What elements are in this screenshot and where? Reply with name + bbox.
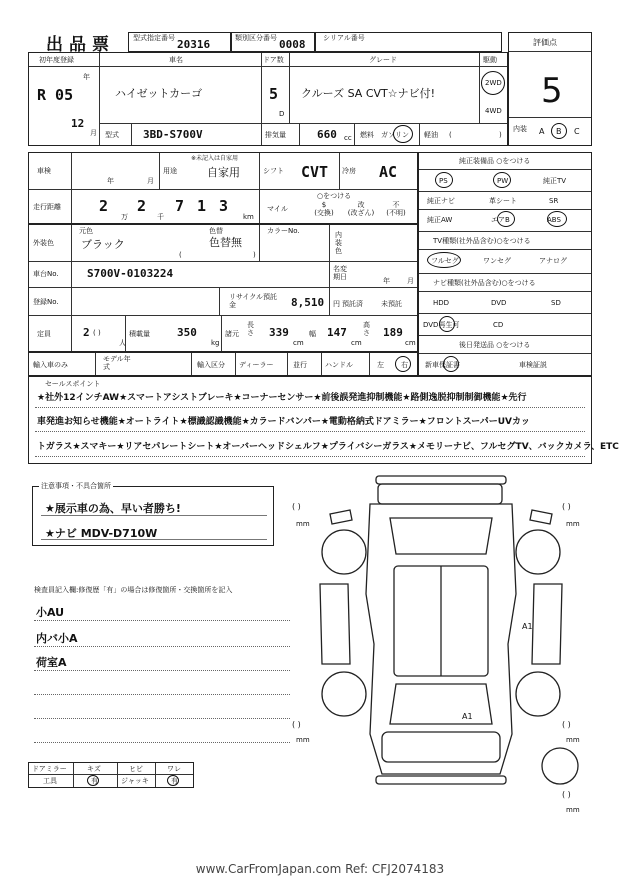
handle-right-circle <box>395 356 411 372</box>
height: 189 <box>383 326 403 339</box>
tire-rr-paren: ( ) <box>562 720 571 729</box>
equip-tv: 純正TV <box>543 177 567 185</box>
load: 350 <box>177 326 197 339</box>
capacity-label: 定員 <box>37 330 51 338</box>
sales-line-2: 車発進お知らせ機能★オートライト★標識認識機能★カラードバンパー★電動格納式ドアミラー★フロントスーパーUVカッ <box>37 417 530 427</box>
nav-hdd: HDD <box>433 299 450 307</box>
fuel-light-oil: 軽油 <box>424 131 438 139</box>
first-reg-month: 12 <box>71 117 85 130</box>
equip-sr: SR <box>549 197 559 205</box>
capacity-paren: ( ) <box>93 329 101 337</box>
tire-rl-paren: ( ) <box>292 720 301 729</box>
score-value: 5 <box>541 71 563 111</box>
legend-door-mirror: ドアミラー <box>32 765 67 773</box>
inspection-month: 月 <box>147 177 154 185</box>
reg-no-label: 登録No. <box>33 298 59 306</box>
usage-label: 用途 <box>163 167 177 175</box>
sheet-title: 出品票 <box>46 35 115 55</box>
ext-color: ブラック <box>81 238 125 251</box>
length-unit: cm <box>293 339 304 347</box>
mileage-digit-5: 3 <box>219 197 229 215</box>
legend-tools-have: 有 <box>91 777 98 785</box>
legend-tools: 工具 <box>43 777 57 785</box>
equip-pw: PW <box>497 177 509 185</box>
width-label: 幅 <box>309 330 316 338</box>
handle-left: 左 <box>377 361 384 369</box>
interior-label: 内装 <box>513 125 527 133</box>
month-unit: 月 <box>90 129 97 137</box>
capacity: 2 <box>83 326 90 339</box>
inspector-item-1: 小AU <box>36 606 65 619</box>
name-change-label: 名変期日 <box>333 265 347 281</box>
model-cert-number: 20316 <box>177 38 211 51</box>
recycle-deposited: 預託済 <box>342 300 363 308</box>
interior-a: A <box>539 127 545 136</box>
mileage-circle-note: ○をつける <box>317 192 352 200</box>
later-title: 後日発送品 ○をつける <box>459 341 531 349</box>
equipment-panel <box>418 152 592 376</box>
model-cert-box <box>128 32 232 52</box>
chassis-label: 車台No. <box>33 270 59 278</box>
height-unit: cm <box>405 339 416 347</box>
notes-line-1: ★展示車の為、早い者勝ち! <box>45 502 181 515</box>
equip-airbag: エアB <box>491 216 510 224</box>
door-count: 5 <box>269 85 279 103</box>
drive-2wd: 2WD <box>485 79 502 87</box>
nav-cd: CD <box>493 321 504 329</box>
equip-abs: ABS <box>547 216 561 224</box>
year-unit: 年 <box>83 73 90 81</box>
interior-c: C <box>574 127 580 136</box>
mileage-sen: 千 <box>157 213 164 221</box>
ac-value: AC <box>379 163 398 181</box>
handle-right: 右 <box>401 361 408 369</box>
later-inspection-doc: 車検証説 <box>519 361 547 369</box>
mileage-man: 万 <box>121 213 128 221</box>
score-box <box>508 32 592 146</box>
usage-note: ※未記入は自家用 <box>191 155 239 162</box>
damage-mark-side: A1 <box>522 622 533 631</box>
drive-2wd-circle <box>481 71 505 95</box>
model-type-label: 型式 <box>105 131 119 139</box>
tv-analog: アナログ <box>539 257 567 265</box>
mileage-digit-4: 1 <box>197 197 207 215</box>
name-change-year: 年 <box>383 277 390 285</box>
damage-mark-rear: A1 <box>462 712 473 721</box>
int-color-label: 内装色 <box>335 231 342 255</box>
sales-line-1: ★社外12インチAW★スマートアシストブレーキ★コーナーセンサー★前後誤発進抑制機能★路側逸脱抑制制御機能★先行 <box>37 393 527 403</box>
capacity-unit: 人 <box>119 339 126 347</box>
ac-label: 冷房 <box>342 167 356 175</box>
fuel-label: 燃料 <box>360 131 374 139</box>
dealer: ディーラー <box>239 361 274 369</box>
meter-unknown: 不 (不明) <box>386 201 406 217</box>
watermark-footer: www.CarFromJapan.com Ref: CFJ2074183 <box>195 862 445 876</box>
mileage-km: km <box>243 213 254 221</box>
spare-mm: mm <box>566 806 580 814</box>
class-box <box>230 32 316 52</box>
car-name: ハイゼットカーゴ <box>115 87 203 100</box>
recycle-label: リサイクル預託金 <box>229 293 278 309</box>
tire-rr-mm: mm <box>566 736 580 744</box>
equip-aw: 純正AW <box>427 216 453 224</box>
chassis-number: S700V-0103224 <box>87 267 174 280</box>
car-damage-diagram <box>290 474 592 810</box>
equip-leather: 革シート <box>489 197 517 205</box>
orig-color-label: 元色 <box>79 227 93 235</box>
later-warranty: 新車保証書 <box>425 361 460 369</box>
displacement-label: 排気量 <box>265 131 286 139</box>
recycle-unit: 円 <box>333 300 340 308</box>
notes-label: 注意事項・不具合箇所 <box>41 482 111 490</box>
sales-line-3: トガラス★スマキー★リアセパレートシート★オーバーヘッドシェルフ★プライバシーガラス★メモリーナビ、フルセグTV、バックカメラ、ETC <box>37 442 619 452</box>
serial-label: シリアル番号 <box>323 34 365 42</box>
import-div-label: 輸入区分 <box>197 361 225 369</box>
grade-label: グレード <box>369 56 397 64</box>
width-unit: cm <box>351 339 362 347</box>
mileage-digit-3: 7 <box>175 197 185 215</box>
first-reg-era: R 05 <box>37 86 74 104</box>
class-number: 0008 <box>279 38 306 51</box>
import-label: 輸入車のみ <box>33 361 68 369</box>
legend-crack: ヒビ <box>129 765 143 773</box>
nav-dvd-play: DVD再生可 <box>423 321 460 329</box>
grade: クルーズ SA CVT☆ナビ付! <box>301 87 436 100</box>
legend-jack-have: 有 <box>171 777 178 785</box>
color-no-label: 色替 <box>209 227 223 235</box>
ext-color-label: 外装色 <box>33 239 54 247</box>
displacement-unit: cc <box>344 134 352 142</box>
tire-fr-paren: ( ) <box>562 502 571 511</box>
model-type: 3BD-S700V <box>143 128 203 141</box>
tv-title: TV種類(社外品含む)○をつける <box>433 237 531 245</box>
width: 147 <box>327 326 347 339</box>
mile-label: マイル <box>267 205 288 213</box>
color-no-title: カラーNo. <box>267 227 300 235</box>
equip-ps: PS <box>439 177 448 185</box>
inspection-label: 車検 <box>37 167 51 175</box>
mileage-digit-2: 2 <box>137 197 147 215</box>
tv-fullseg: フルセグ <box>431 257 459 265</box>
sales-points-box <box>28 376 619 464</box>
mileage-label: 走行距離 <box>33 203 61 211</box>
tv-oneseg: ワンセグ <box>483 257 511 265</box>
color-change: 色替無 <box>209 236 242 249</box>
interior-b: B <box>556 127 562 136</box>
fuel-gasoline-circle <box>393 125 413 143</box>
load-label: 積載量 <box>129 330 150 338</box>
row3-box: 元色 色替 外装色 ブラック 色替無 ( ) カラーNo. 内装色 車台No. S700V-0103224 名変期日 年 月 登録No. リサイクル預託金 8,510 円 預託済 未預託 定員 2 ( ) 人 積載量 350 kg 諸元 長さ 339 cm 幅 147 cm 高さ 189 cm <box>28 224 418 352</box>
usage-value: 自家用 <box>207 166 240 179</box>
mileage-digit-1: 2 <box>99 197 109 215</box>
inspector-item-3: 荷室A <box>36 656 67 669</box>
drive-4wd: 4WD <box>485 107 502 115</box>
shift-label: シフト <box>263 167 284 175</box>
fuel-gasoline: ガソリン <box>381 131 409 139</box>
height-label: 高さ <box>363 321 370 337</box>
interior-b-circle <box>551 123 567 139</box>
legend-scratch: キズ <box>87 765 101 773</box>
nav-sd: SD <box>551 299 561 307</box>
length-label: 長さ <box>247 321 254 337</box>
meter-exchange: $ (交換) <box>314 201 334 217</box>
legend-box <box>28 762 194 788</box>
displacement: 660 <box>317 128 337 141</box>
nav-dvd: DVD <box>491 299 507 307</box>
import-row <box>28 352 418 376</box>
row1-box: 初年度登録 車名 ドア数 グレード 駆動 年 R 05 12 月 ハイゼットカーゴ 5 D クルーズ SA CVT☆ナビ付! 2WD 4WD 型式 3BD-S700V 排気量 660 cc 燃料 ガソリン 軽油 ( ) <box>28 52 508 146</box>
drive-label: 駆動 <box>483 56 497 64</box>
serial-box <box>314 32 502 52</box>
score-label: 評価点 <box>533 38 557 47</box>
inspector-item-2: 内バ小A <box>36 632 78 645</box>
sales-label: セールスポイント <box>45 380 101 388</box>
notes-box <box>32 482 274 546</box>
model-year-label: モデル年式 <box>103 355 131 371</box>
tire-fl-mm: mm <box>296 520 310 528</box>
inspection-year: 年 <box>107 177 114 185</box>
shift-value: CVT <box>301 163 329 181</box>
meter-tampered: 改 (改ざん) <box>347 201 375 217</box>
length: 339 <box>269 326 289 339</box>
name-change-month: 月 <box>407 277 414 285</box>
equip-navi: 純正ナビ <box>427 197 455 205</box>
doors-label: ドア数 <box>263 56 284 64</box>
spare-paren: ( ) <box>562 790 571 799</box>
tire-fr-mm: mm <box>566 520 580 528</box>
equip-title: 純正装備品 ○をつける <box>459 157 531 165</box>
tire-fl-paren: ( ) <box>292 502 301 511</box>
model-cert-label: 型式指定番号 <box>133 34 175 42</box>
parallel: 並行 <box>293 361 307 369</box>
legend-break: ワレ <box>167 765 181 773</box>
door-suffix: D <box>279 110 285 118</box>
nav-title: ナビ種類(社外品含む)○をつける <box>433 279 536 287</box>
first-reg-label: 初年度登録 <box>39 56 74 64</box>
legend-jack: ジャッキ <box>121 777 149 785</box>
class-label: 類別区分番号 <box>235 34 277 42</box>
recycle-amount: 8,510 <box>291 296 325 309</box>
handle-label: ハンドル <box>325 361 353 369</box>
recycle-undeposited: 未預託 <box>381 300 402 308</box>
notes-line-2: ★ナビ MDV-D710W <box>45 527 158 540</box>
load-unit: kg <box>211 339 220 347</box>
row2-box <box>28 152 418 224</box>
car-name-label: 車名 <box>169 56 183 64</box>
tire-rl-mm: mm <box>296 736 310 744</box>
inspector-label: 検査員記入欄:修復歴「有」の場合は修復箇所・交換箇所を記入 <box>34 586 233 594</box>
dims-label: 諸元 <box>225 330 239 338</box>
